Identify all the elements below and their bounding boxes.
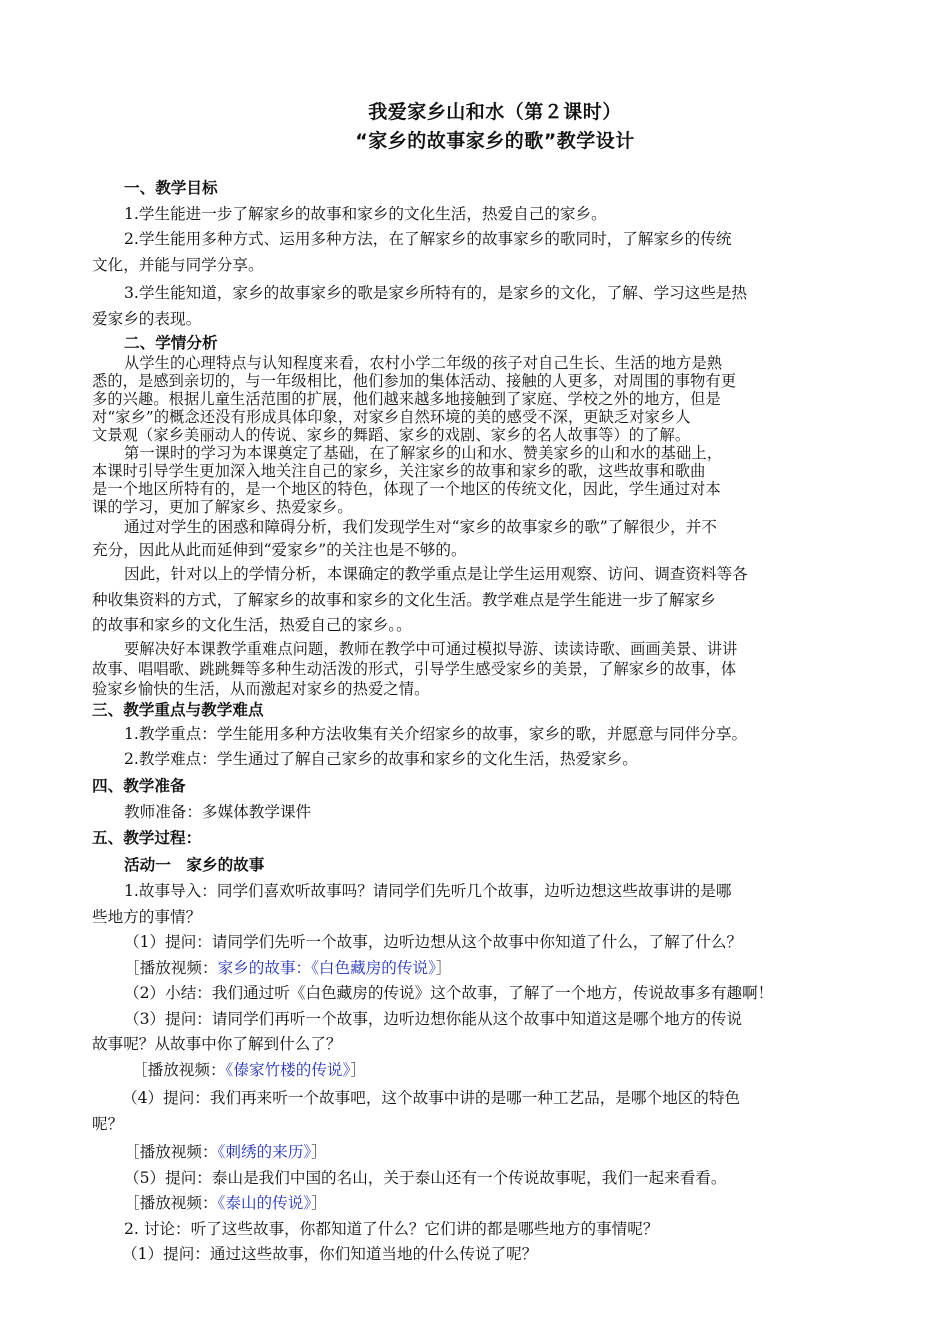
- paragraph: 从学生的心理特点与认知程度来看，农村小学二年级的孩子对自己生长、生活的地方是熟: [124, 354, 723, 372]
- paragraph: 多的兴趣。根据儿童生活范围的扩展，他们越来越多地接触到了家庭、学校之外的地方，但是: [92, 390, 721, 408]
- section-process: [92, 825, 862, 1268]
- video-line: [92, 956, 862, 982]
- paragraph: （4）提问：我们再来听一个故事吧，这个故事中讲的是哪一种工艺品，是哪个地区的特色: [122, 1089, 741, 1107]
- section-objectives: [92, 176, 862, 332]
- paragraph: 通过对学生的困惑和障碍分析，我们发现学生对“家乡的故事家乡的歌”了解很少，并不: [124, 518, 717, 536]
- video-suffix: ］: [435, 958, 452, 977]
- paragraph: 故事、唱唱歌、跳跳舞等多种生动活泼的形式，引导学生感受家乡的美景，了解家乡的故事，体: [92, 659, 737, 678]
- video-line: [92, 1058, 862, 1084]
- video-line: [92, 1191, 862, 1217]
- paragraph: （1）提问：通过这些故事，你们知道当地的什么传说了呢？: [122, 1245, 538, 1263]
- video-suffix: ］: [350, 1060, 366, 1079]
- section-preparation: [92, 773, 862, 826]
- video-link[interactable]: 家乡的故事：《白色藏房的传说》: [217, 958, 436, 977]
- paragraph: （3）提问：请同学们再听一个故事，边听边想你能从这个故事中知道这是哪个地方的传说: [124, 1009, 743, 1028]
- paragraph: 2.教学难点：学生通过了解自己家乡的故事和家乡的文化生活，热爱家乡。: [124, 750, 638, 768]
- paragraph: 2.学生能用多种方式、运用多种方法，在了解家乡的故事家乡的歌同时，了解家乡的传统: [124, 230, 732, 248]
- video-suffix: ］: [311, 1143, 327, 1161]
- title-line-1: 我爱家乡山和水（第２课时）: [368, 101, 622, 123]
- paragraph: 3.学生能知道，家乡的故事家乡的歌是家乡所特有的，是家乡的文化，了解、学习这些是热: [124, 284, 748, 302]
- video-line: [92, 1140, 862, 1166]
- section-heading: 一、教学目标: [124, 179, 218, 197]
- paragraph: （2）小结：我们通过听《白色藏房的传说》这个故事，了解了一个地方，传说故事多有趣啊！: [124, 984, 774, 1002]
- document-body: [92, 176, 862, 1268]
- paragraph: （5）提问：泰山是我们中国的名山，关于泰山还有一个传说故事呢，我们一起来看看。: [124, 1168, 727, 1187]
- video-prefix: ［播放视频：: [124, 958, 218, 977]
- section-heading: 二、学情分析: [124, 334, 218, 352]
- video-suffix: ］: [311, 1194, 327, 1212]
- paragraph: （1）提问：请同学们先听一个故事，边听边想从这个故事中你知道了什么，了解了什么？: [124, 933, 743, 951]
- section-heading: 五、教学过程：: [92, 829, 202, 847]
- paragraph: 呢？: [92, 1114, 124, 1133]
- section-heading: 四、教学准备: [92, 776, 186, 795]
- video-prefix: ［播放视频：: [124, 1143, 218, 1161]
- video-link[interactable]: 《泰山的传说》: [217, 1194, 312, 1212]
- paragraph: 充分，因此从此而延伸到“爱家乡”的关注也是不够的。: [92, 541, 467, 559]
- paragraph: 文化，并能与同学分享。: [92, 255, 264, 274]
- section-key-points: [92, 699, 862, 773]
- paragraph: 第一课时的学习为本课奠定了基础，在了解家乡的山和水、赞美家乡的山和水的基础上，: [124, 444, 723, 462]
- paragraph: 故事呢？从故事中你了解到什么了？: [92, 1035, 342, 1053]
- paragraph: 对“家乡”的概念还没有形成具体印象，对家乡自然环境的美的感受不深，更缺乏对家乡人: [92, 408, 691, 426]
- paragraph: 教师准备：多媒体教学课件: [124, 802, 312, 821]
- paragraph: 要解决好本课教学重难点问题，教师在教学中可通过模拟导游、读读诗歌、画画美景、讲讲: [124, 639, 738, 658]
- paragraph: 本课时引导学生更加深入地关注自己的家乡，关注家乡的故事和家乡的歌，这些故事和歌曲: [92, 462, 706, 480]
- paragraph: 种收集资料的方式，了解家乡的故事和家乡的文化生活。教学难点是学生能进一步了解家乡: [92, 590, 716, 609]
- paragraph: 1.故事导入：同学们喜欢听故事吗？请同学们先听几个故事，边听边想这些故事讲的是哪: [124, 882, 732, 900]
- video-prefix: ［播放视频：: [124, 1194, 218, 1212]
- paragraph: 课的学习，更加了解家乡、热爱家乡。: [92, 498, 353, 516]
- title-line-2: “家乡的故事家乡的歌”教学设计: [355, 130, 635, 152]
- paragraph: 因此，针对以上的学情分析，本课确定的教学重点是让学生运用观察、访问、调查资料等各: [124, 565, 748, 583]
- paragraph: 爱家乡的表现。: [92, 309, 202, 328]
- section-heading: 三、教学重点与教学难点: [92, 700, 264, 719]
- paragraph: 2. 讨论：听了这些故事，你都知道了什么？它们讲的都是哪些地方的事情呢？: [124, 1219, 659, 1238]
- paragraph: 悉的，是感到亲切的，与一年级相比，他们参加的集体活动、接触的人更多，对周围的事物有更: [92, 372, 737, 390]
- paragraph: 是一个地区所特有的，是一个地区的特色，体现了一个地区的传统文化，因此，学生通过对本: [92, 480, 721, 498]
- paragraph: 验家乡愉快的生活，从而激起对家乡的热爱之情。: [92, 679, 430, 698]
- paragraph: 1.教学重点：学生能用多种方法收集有关介绍家乡的故事，家乡的歌，并愿意与同伴分享。: [124, 724, 748, 743]
- section-analysis: [92, 332, 862, 699]
- paragraph: 1.学生能进一步了解家乡的故事和家乡的文化生活，热爱自己的家乡。: [124, 204, 607, 223]
- paragraph: 些地方的事情？: [92, 907, 202, 926]
- paragraph: 的故事和家乡的文化生活，热爱自己的家乡。。: [92, 616, 412, 634]
- paragraph: 文景观（家乡美丽动人的传说、家乡的舞蹈、家乡的戏剧、家乡的名人故事等）的了解。: [92, 426, 691, 444]
- video-link[interactable]: 《刺绣的来历》: [217, 1143, 312, 1161]
- activity-title: 活动一 家乡的故事: [124, 856, 265, 874]
- video-prefix: ［播放视频：: [132, 1060, 226, 1079]
- video-link[interactable]: 《傣家竹楼的传说》: [225, 1060, 351, 1079]
